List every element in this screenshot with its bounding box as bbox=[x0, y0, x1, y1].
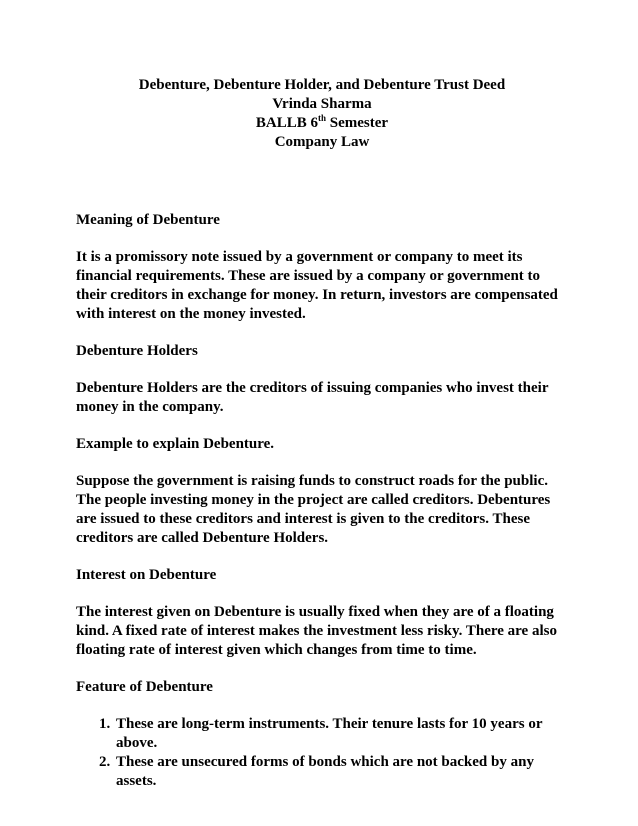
course-suffix: Semester bbox=[326, 115, 389, 131]
feature-list bbox=[76, 715, 568, 791]
course-prefix: BALLB 6 bbox=[255, 115, 319, 131]
course-line bbox=[76, 114, 568, 133]
paragraph-example: Suppose the government is raising funds to construct roads for the public. The people investing money in the project are called creditors. Debentures are issued to these creditors and interest is given to the creditors. These creditors are called Debenture Holders. bbox=[76, 473, 551, 546]
spacer bbox=[76, 152, 568, 211]
section-heading-features: Feature of Debenture bbox=[76, 679, 213, 695]
paragraph-holders: Debenture Holders are the creditors of issuing companies who invest their money in the company. bbox=[76, 380, 549, 415]
document-title: Debenture, Debenture Holder, and Debenture Trust Deed bbox=[138, 77, 506, 93]
section-heading-example: Example to explain Debenture. bbox=[76, 436, 275, 452]
title-block bbox=[76, 76, 568, 152]
list-item: 1. These are long-term instruments. Their tenure lasts for 10 years or above. bbox=[114, 715, 568, 753]
author-name: Vrinda Sharma bbox=[272, 96, 372, 112]
paragraph-interest: The interest given on Debenture is usually fixed when they are of a floating kind. A fixed rate of interest makes the investment less risky. There are also floating rate of interest given which changes from time to time. bbox=[76, 604, 557, 658]
section-heading-interest: Interest on Debenture bbox=[76, 567, 217, 583]
section-heading-holders: Debenture Holders bbox=[76, 343, 198, 359]
course-superscript: th bbox=[318, 113, 327, 123]
section-heading-meaning: Meaning of Debenture bbox=[76, 212, 220, 228]
subject-name: Company Law bbox=[274, 134, 370, 150]
paragraph-meaning: It is a promissory note issued by a government or company to meet its financial requirements. These are issued by a company or government to their creditors in exchange for money. In return, investors are compensated with interest on the money invested. bbox=[76, 249, 558, 322]
list-item: 2. These are unsecured forms of bonds which are not backed by any assets. bbox=[114, 753, 568, 791]
